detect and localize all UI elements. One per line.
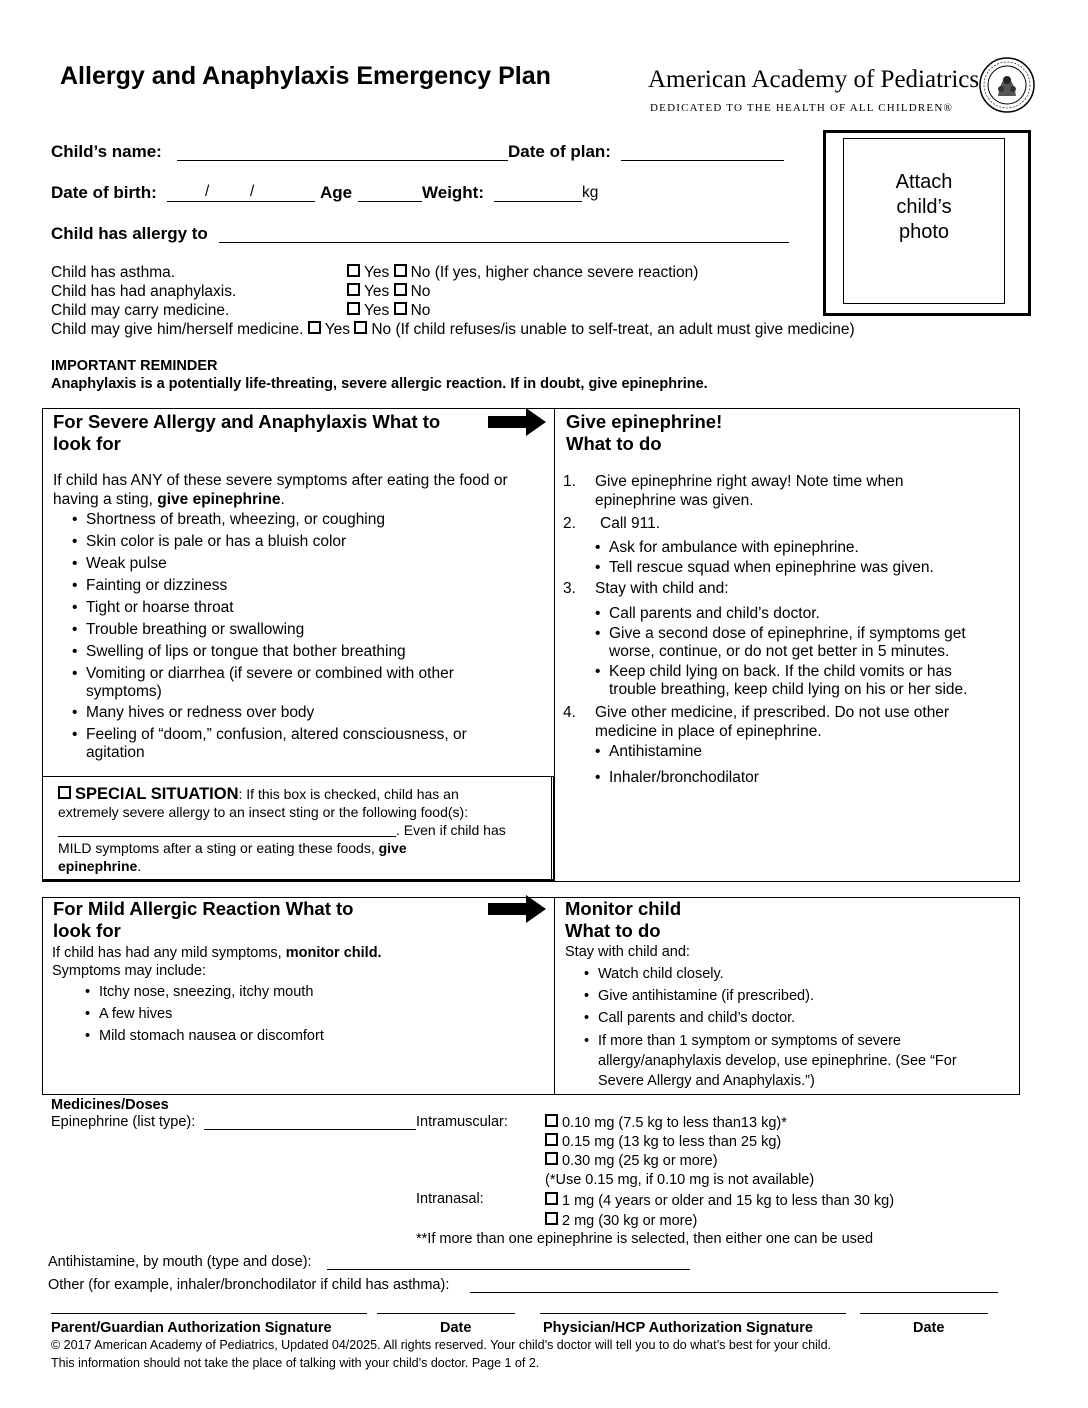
severe-intro: [53, 471, 548, 509]
special-emphasis: give: [378, 840, 407, 856]
dose-note: (*Use 0.15 mg, if 0.10 mg is not available): [545, 1172, 815, 1188]
step-bullets: [595, 605, 980, 699]
weight-label: Weight:: [422, 183, 485, 202]
intranasal-label: Intranasal:: [416, 1191, 484, 1207]
step-bullets: [595, 539, 983, 577]
other-medicine-field[interactable]: [470, 1292, 998, 1293]
date-label: Date: [913, 1320, 945, 1336]
dob-label: Date of birth:: [51, 183, 157, 202]
dob-separator: /: [205, 183, 210, 200]
list-item: • Call parents and child’s doctor.: [584, 1009, 984, 1027]
right-arrow-icon: [488, 408, 546, 436]
antihistamine-field[interactable]: [327, 1269, 690, 1270]
step-text: Stay with child and:: [595, 579, 729, 597]
dob-separator: /: [250, 183, 255, 200]
heading-line: For Mild Allergic Reaction What to: [53, 898, 354, 919]
yes-label: Yes: [364, 302, 390, 319]
step-text: Give other medicine, if prescribed. Do not use other medicine in place of epinephrine.: [595, 704, 950, 740]
list-item: • Ask for ambulance with epinephrine.: [595, 539, 983, 557]
no-label: No: [410, 283, 431, 300]
date-of-plan-label: Date of plan:: [508, 142, 611, 161]
step-text: Call 911.: [600, 515, 661, 532]
heading-line: Give epinephrine!: [566, 411, 723, 432]
special-situation-checkbox[interactable]: [58, 786, 71, 799]
list-item: • Inhaler/bronchodilator: [595, 769, 983, 787]
special-line: [58, 785, 548, 803]
step-bullets: [595, 743, 983, 787]
list-item: • Give antihistamine (if prescribed).: [584, 987, 984, 1005]
yes-checkbox[interactable]: [347, 302, 360, 315]
yes-label: Yes: [364, 283, 390, 300]
no-label: No (If yes, higher chance severe reaction): [410, 264, 699, 281]
list-item: • Feeling of “doom,” confusion, altered consciousness, or agitation: [72, 726, 496, 762]
epinephrine-label: Epinephrine (list type):: [51, 1114, 196, 1130]
physician-signature-label: Physician/HCP Authorization Signature: [543, 1320, 813, 1336]
intramuscular-label: Intramuscular:: [416, 1114, 508, 1130]
no-label: No (If child refuses/is unable to self-treat, an adult must give medicine): [371, 321, 855, 338]
question-answers: [347, 283, 430, 301]
footer-disclaimer: This information should not take the place of talking with your child’s doctor. Page 1 of 2.: [51, 1356, 540, 1370]
special-text: .: [137, 858, 142, 874]
list-item: • Weak pulse: [72, 555, 512, 573]
step-text: Give epinephrine right away! Note time when epinephrine was given.: [595, 473, 904, 509]
date-of-plan-field[interactable]: [621, 160, 784, 161]
monitor-list: [584, 965, 984, 1091]
intro-text: If child has had any mild symptoms,: [52, 945, 286, 961]
section-divider: [554, 408, 555, 882]
no-label: No: [410, 302, 431, 319]
list-item: • Swelling of lips or tongue that bother breathing: [72, 643, 512, 661]
footer-copyright: © 2017 American Academy of Pediatrics, Updated 04/2025. All rights reserved. Your child’s doctor will tell you to do what’s best for your child.: [51, 1338, 832, 1352]
heading-line: look for: [53, 920, 121, 941]
intro-line: [52, 944, 382, 962]
special-emphasis: epinephrine: [58, 858, 138, 874]
intro-emphasis: give epinephrine: [157, 491, 281, 508]
heading-line: For Severe Allergy and Anaphylaxis What to: [53, 411, 441, 432]
give-epi-steps: [563, 473, 983, 787]
intro-line: [53, 490, 548, 509]
give-epi-heading: [566, 411, 722, 455]
reminder-heading: IMPORTANT REMINDER: [51, 358, 218, 374]
physician-date-field[interactable]: [860, 1313, 988, 1314]
question-answers: [347, 264, 698, 282]
mild-symptom-list: [85, 983, 485, 1045]
step-number: 1.: [563, 473, 576, 490]
dose-label: 0.15 mg (13 kg to less than 25 kg): [562, 1134, 782, 1150]
list-item: • Skin color is pale or has a bluish color: [72, 533, 512, 551]
antihistamine-label: Antihistamine, by mouth (type and dose):: [48, 1254, 312, 1270]
dose-checkbox[interactable]: [545, 1192, 558, 1205]
yes-checkbox[interactable]: [308, 321, 321, 334]
dob-field[interactable]: [167, 201, 315, 202]
special-text: : If this box is checked, child has an: [238, 786, 459, 802]
dose-option: [545, 1133, 814, 1152]
photo-text-line: Attach: [895, 171, 953, 193]
no-checkbox[interactable]: [394, 264, 407, 277]
severe-symptom-list: [72, 511, 512, 762]
list-item: • Many hives or redness over body: [72, 704, 512, 722]
date-label: Date: [440, 1320, 472, 1336]
dose-option: [545, 1211, 894, 1231]
weight-unit: kg: [582, 184, 599, 201]
weight-field[interactable]: [494, 201, 582, 202]
list-item: • Mild stomach nausea or discomfort: [85, 1027, 485, 1045]
special-text: MILD symptoms after a sting or eating these foods,: [58, 840, 379, 856]
box-edge: [551, 776, 554, 880]
intramuscular-options: [545, 1114, 814, 1190]
parent-signature-field[interactable]: [51, 1313, 367, 1314]
photo-text-line: photo: [898, 221, 950, 243]
dose-option: [545, 1152, 814, 1171]
photo-text-line: child’s: [896, 196, 952, 218]
monitor-heading: [565, 898, 681, 942]
list-item: • Vomiting or diarrhea (if severe or combined with other symptoms): [72, 665, 481, 701]
food-field[interactable]: [58, 824, 396, 837]
no-checkbox[interactable]: [354, 321, 367, 334]
yes-checkbox[interactable]: [347, 264, 360, 277]
no-checkbox[interactable]: [394, 283, 407, 296]
dose-checkbox[interactable]: [545, 1152, 558, 1165]
epinephrine-type-field[interactable]: [204, 1129, 416, 1130]
allergy-field[interactable]: [219, 242, 789, 243]
heading-line: What to do: [565, 920, 661, 941]
dose-option: [545, 1191, 894, 1211]
list-item: • Tight or hoarse throat: [72, 599, 512, 617]
question-label: Child has had anaphylaxis.: [51, 283, 237, 300]
photo-instruction: [843, 170, 1005, 245]
section-divider: [42, 880, 554, 881]
special-line: [58, 821, 548, 839]
intro-text: having a sting,: [53, 491, 158, 508]
heading-line: Monitor child: [565, 898, 682, 919]
step-number: 4.: [563, 704, 576, 721]
yes-label: Yes: [324, 321, 351, 338]
question-row: [51, 321, 855, 339]
parent-signature-label: Parent/Guardian Authorization Signature: [51, 1320, 332, 1336]
no-checkbox[interactable]: [394, 302, 407, 315]
step-number: 3.: [563, 579, 576, 597]
step-item: [563, 704, 983, 741]
org-tagline: DEDICATED TO THE HEALTH OF ALL CHILDREN®: [650, 102, 954, 114]
step-item: [563, 580, 983, 599]
question-answers: [347, 302, 430, 320]
org-name: American Academy of Pediatrics: [648, 66, 980, 93]
list-item: • Call parents and child’s doctor.: [595, 605, 980, 623]
step-item: [563, 515, 983, 534]
special-line: extremely severe allergy to an insect sting or the following food(s):: [58, 804, 469, 820]
reminder-text: Anaphylaxis is a potentially life-threating, severe allergic reaction. If in doubt, give epinephrine.: [51, 376, 708, 392]
list-item: • Trouble breathing or swallowing: [72, 621, 512, 639]
dose-label: 1 mg (4 years or older and 15 kg to less than 30 kg): [562, 1193, 895, 1209]
intro-line: If child has ANY of these severe symptoms after eating the food or: [53, 472, 508, 489]
special-situation: [58, 785, 548, 875]
question-label: Child may give him/herself medicine.: [51, 321, 304, 338]
list-item: • Give a second dose of epinephrine, if symptoms get worse, continue, or do not get better in 5 minutes.: [595, 625, 980, 661]
intranasal-options: [545, 1191, 894, 1231]
multi-epi-note: **If more than one epinephrine is selected, then either one can be used: [416, 1231, 874, 1247]
dose-label: 0.10 mg (7.5 kg to less than13 kg)*: [562, 1115, 787, 1131]
heading-line: What to do: [566, 433, 662, 454]
dose-checkbox[interactable]: [545, 1114, 558, 1127]
intro-line: Symptoms may include:: [52, 963, 206, 979]
special-text: . Even if child has: [396, 822, 506, 838]
intro-emphasis: monitor child.: [285, 945, 382, 961]
yes-label: Yes: [364, 264, 390, 281]
step-item: [563, 473, 983, 510]
dose-label: 0.30 mg (25 kg or more): [562, 1153, 718, 1169]
special-label: SPECIAL SITUATION: [75, 785, 239, 803]
allergy-label: Child has allergy to: [51, 224, 208, 243]
list-item: • Keep child lying on back. If the child vomits or has trouble breathing, keep child lying on his or her side.: [595, 663, 980, 699]
list-item: • Watch child closely.: [584, 965, 984, 983]
list-item: • Itchy nose, sneezing, itchy mouth: [85, 983, 485, 1001]
intro-text: .: [280, 491, 285, 508]
child-name-field[interactable]: [177, 160, 508, 161]
monitor-intro: Stay with child and:: [565, 944, 690, 960]
heading-line: look for: [53, 433, 121, 454]
mild-heading: [53, 898, 353, 942]
question-label: Child may carry medicine.: [51, 302, 230, 319]
yes-checkbox[interactable]: [347, 283, 360, 296]
dose-checkbox[interactable]: [545, 1212, 558, 1225]
dose-option: [545, 1114, 814, 1133]
list-item: • Antihistamine: [595, 743, 983, 761]
special-line: [58, 857, 548, 875]
dose-checkbox[interactable]: [545, 1133, 558, 1146]
age-label: Age: [320, 183, 353, 202]
list-item: • A few hives: [85, 1005, 485, 1023]
child-name-label: Child’s name:: [51, 142, 162, 161]
medicines-heading: Medicines/Doses: [51, 1097, 169, 1113]
mild-intro: [52, 944, 382, 980]
aap-seal-icon: [978, 56, 1036, 114]
list-item: • Tell rescue squad when epinephrine was given.: [595, 559, 983, 577]
physician-signature-field[interactable]: [540, 1313, 846, 1314]
section-divider: [554, 897, 555, 1095]
dose-label: 2 mg (30 kg or more): [562, 1213, 698, 1229]
special-line: [58, 839, 548, 857]
list-item: • If more than 1 symptom or symptoms of severe allergy/anaphylaxis develop, use epinephrine. (See “For Severe Allergy and Anaphylaxis.”): [584, 1031, 984, 1091]
parent-date-field[interactable]: [377, 1313, 515, 1314]
page-title: Allergy and Anaphylaxis Emergency Plan: [60, 62, 551, 90]
other-medicine-label: Other (for example, inhaler/bronchodilator if child has asthma):: [48, 1277, 450, 1293]
step-number: 2.: [563, 515, 576, 532]
list-item: • Shortness of breath, wheezing, or coughing: [72, 511, 512, 529]
right-arrow-icon: [488, 895, 546, 923]
severe-heading: [53, 411, 440, 455]
question-label: Child has asthma.: [51, 264, 176, 281]
age-field[interactable]: [358, 201, 422, 202]
list-item: • Fainting or dizziness: [72, 577, 512, 595]
